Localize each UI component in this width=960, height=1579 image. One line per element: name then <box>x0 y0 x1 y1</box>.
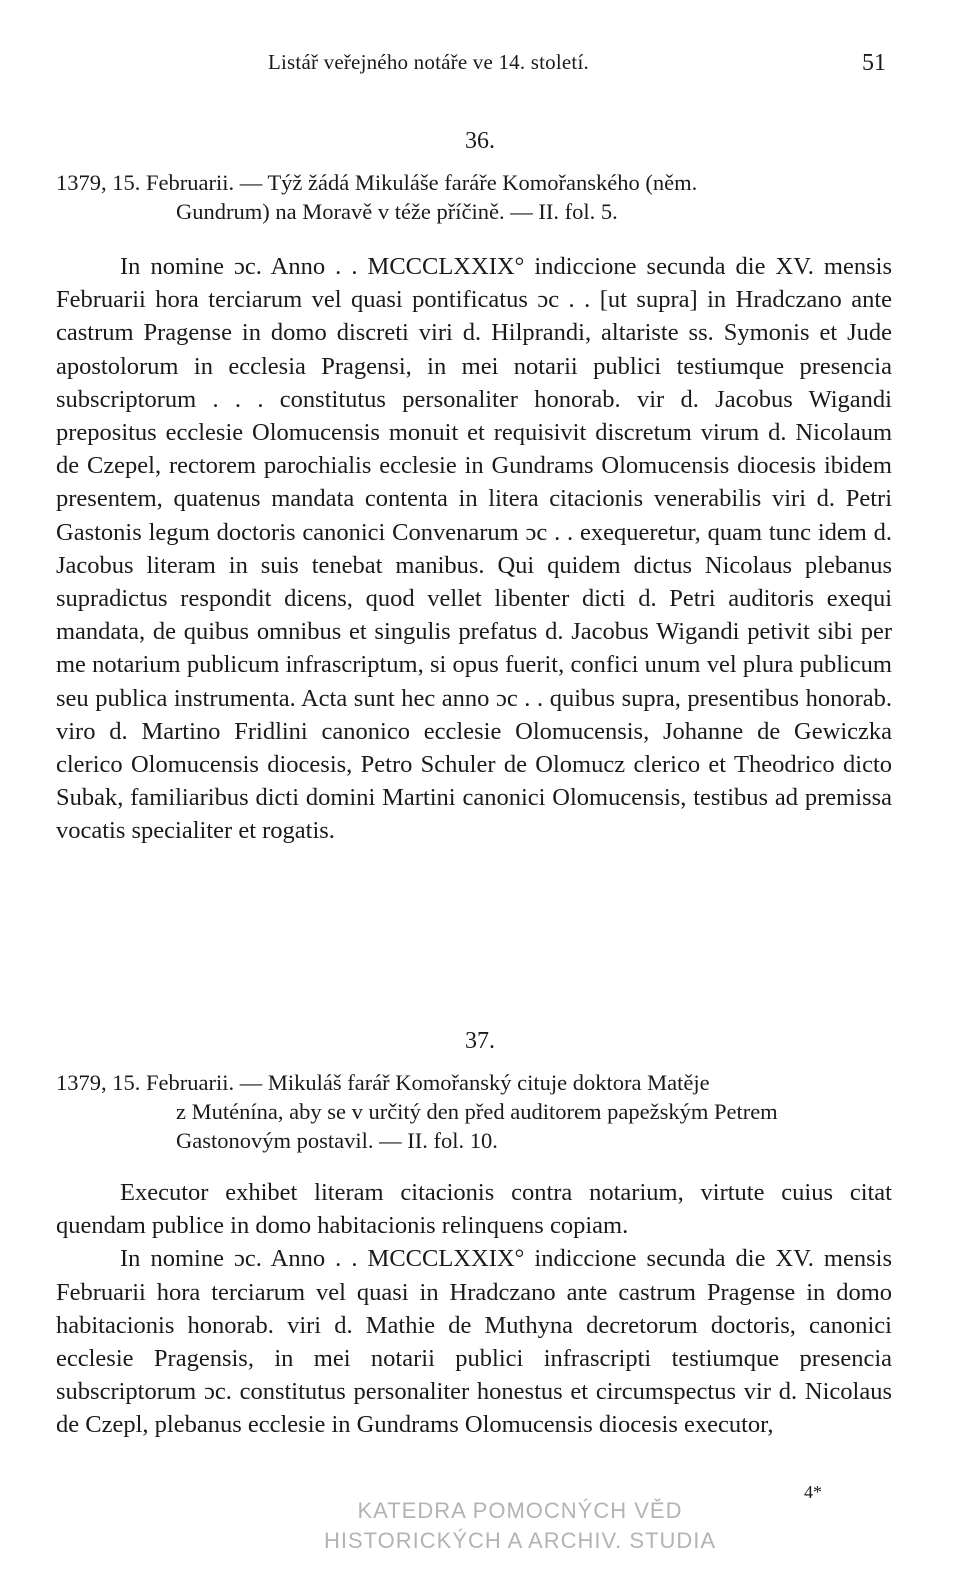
paragraph: In nomine ɔc. Anno . . MCCCLXXIX° indiccione secunda die XV. mensis Februarii hora terciarum vel quasi in Hradczano ante castrum Pragense in domo habitacionis honorab. viri d. Mathie de Muthyna decretorum doctoris, canonici ecclesie Pragensis, in mei notarii publici infrascripti testiumque presencia subscriptorum ɔc. constitutus personaliter honestus et circumspectus vir d. Nicolaus de Czepl, plebanus ecclesie in Gundrams Olomucensis diocesis executor, <box>56 1245 892 1439</box>
page-number: 51 <box>862 50 886 76</box>
signature-mark: 4* <box>804 1482 822 1502</box>
document-body-37 <box>56 1176 892 1442</box>
regest-line: Gundrum) na Moravě v téže příčině. — II. fol. 5. <box>176 199 618 224</box>
stamp-line: KATEDRA POMOCNÝCH VĚD <box>357 1498 683 1523</box>
stamp-line: HISTORICKÝCH A ARCHIV. STUDIA <box>323 1528 717 1553</box>
library-stamp <box>300 1496 740 1556</box>
regest-line: 1379, 15. Februarii. — Mikuláš farář Komořanský cituje doktora Matěje <box>56 1070 710 1095</box>
document-number-37: 37. <box>465 1028 495 1054</box>
regest-37 <box>56 1068 892 1155</box>
regest-36 <box>56 168 892 226</box>
document-number-36: 36. <box>465 128 495 154</box>
running-head: Listář veřejného notáře ve 14. století. <box>268 50 589 74</box>
regest-line: z Muténína, aby se v určitý den před auditorem papežským Petrem Gastonovým postavil. — II. fol. 10. <box>176 1099 778 1153</box>
paragraph: Executor exhibet literam citacionis contra notarium, virtute cuius citat quendam publice in domo habitacionis relinquens copiam. <box>56 1179 892 1240</box>
document-body-36 <box>56 250 892 848</box>
paragraph: In nomine ɔc. Anno . . MCCCLXXIX° indiccione secunda die XV. mensis Februarii hora terciarum vel quasi pontificatus ɔc . . [ut supra] in Hradczano ante castrum Pragense in domo discreti viri d. Hilprandi, altariste ss. Symonis et Jude apostolorum in ecclesia Pragensi, in mei notarii publici testiumque presencia subscriptorum . . . constitutus personaliter honorab. vir d. Jacobus Wigandi prepositus ecclesie Olomucensis monuit et requisivit discretum virum d. Nicolaum de Czepel, rectorem parochialis ecclesie in Gundrams Olomucensis diocesis ibidem presentem, quatenus mandata contenta in litera citacionis venerabilis viri d. Petri Gastonis legum doctoris canonici Convenarum ɔc . . exequeretur, quam tunc idem d. Jacobus literam in suis tenebat manibus. Qui quidem dictus Nicolaus plebanus supradictus respondit dicens, quod vellet libenter dicti d. Petri auditoris exequi mandata, de quibus omnibus et singulis prefatus d. Jacobus Wigandi petivit sibi per me notarium publicum infrascriptum, si opus fuerit, confici unum vel plura publicum seu publica instrumenta. Acta sunt hec anno ɔc . . quibus supra, presentibus honorab. viro d. Martino Fridlini canonico ecclesie Olomucensis, Johanne de Gewiczka clerico Olomucensis diocesis, Petro Schuler de Olomucz clerico et Theodrico dicto Subak, familiaribus dicti domini Martini canonici Olomucensis, testibus ad premissa vocatis specialiter et rogatis. <box>56 253 892 845</box>
regest-line: 1379, 15. Februarii. — Týž žádá Mikuláše faráře Komořanského (něm. <box>56 170 698 195</box>
